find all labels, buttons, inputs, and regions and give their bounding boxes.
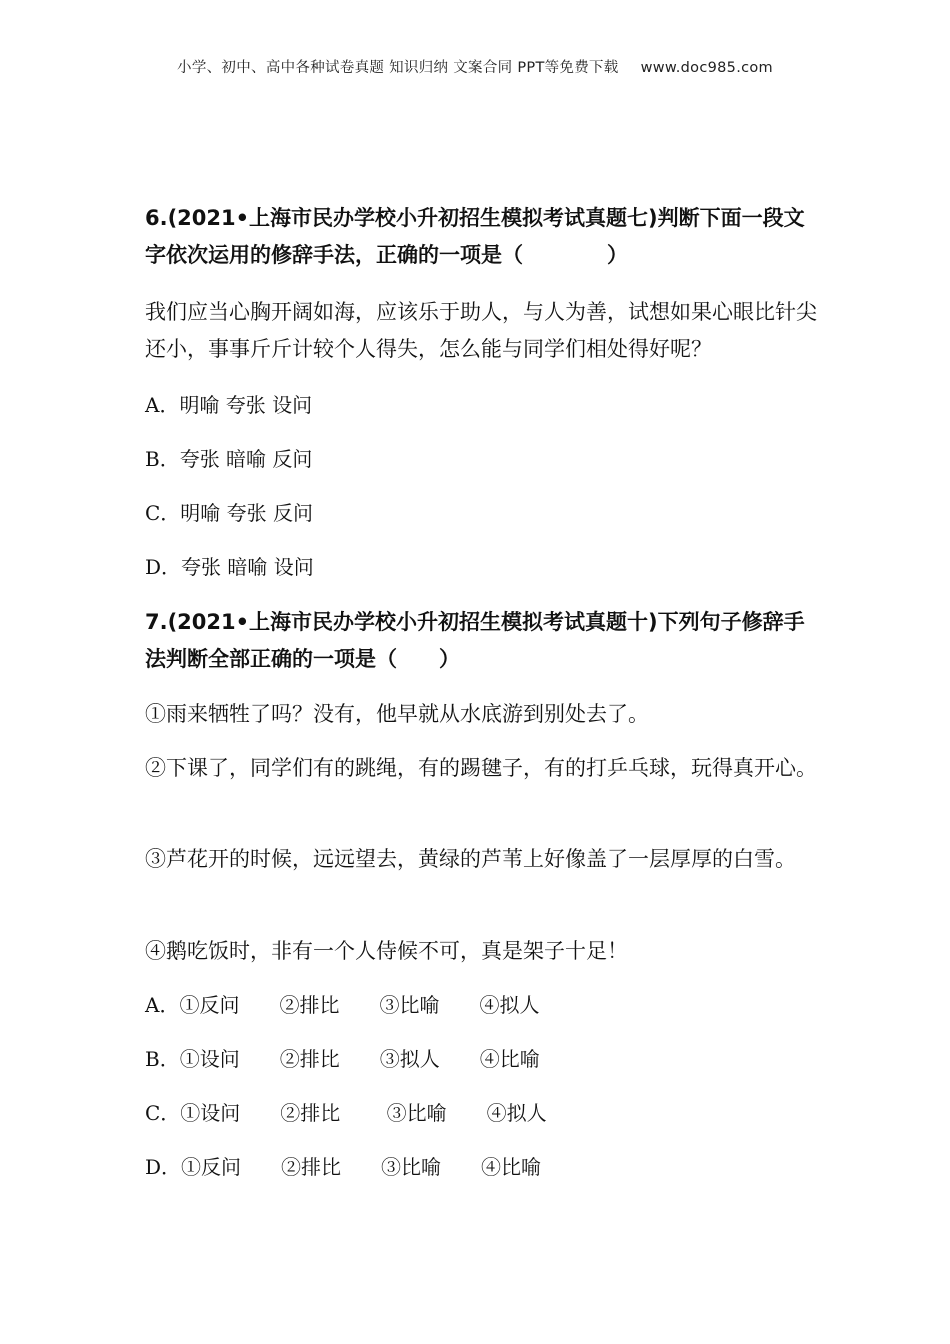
q6-title: 6.(2021•上海市民办学校小升初招生模拟考试真题七)判断下面一段文字依次运用的修辞手法，正确的一项是（ ） xyxy=(145,206,805,267)
q7-sentence-2: ②下课了，同学们有的跳绳，有的踢毽子，有的打乒乓球，玩得真开心。 xyxy=(145,756,817,780)
q6-option-a: A．明喻 夸张 设问 xyxy=(145,393,313,417)
q6-passage: 我们应当心胸开阔如海，应该乐于助人，与人为善，试想如果心眼比针尖还小，事事斤斤计较个人得失，怎么能与同学们相处得好呢？ xyxy=(145,300,817,361)
header-site: www.doc985.com xyxy=(640,60,773,76)
q7-option-d: D．①反问 ②排比 ③比喻 ④比喻 xyxy=(145,1155,542,1179)
q7-option-b: B．①设问 ②排比 ③拟人 ④比喻 xyxy=(145,1047,540,1071)
page-header xyxy=(0,56,950,77)
q7-sentence-1: ①雨来牺牲了吗？没有，他早就从水底游到别处去了。 xyxy=(145,702,649,726)
q7-option-a: A．①反问 ②排比 ③比喻 ④拟人 xyxy=(145,993,540,1017)
q6-option-b: B．夸张 暗喻 反问 xyxy=(145,447,313,471)
q6-option-d: D．夸张 暗喻 设问 xyxy=(145,555,314,579)
q7-title: 7.(2021•上海市民办学校小升初招生模拟考试真题十)下列句子修辞手法判断全部正确的一项是（ ） xyxy=(145,610,805,671)
q7-option-c: C．①设问 ②排比 ③比喻 ④拟人 xyxy=(145,1101,547,1125)
q7-sentence-3: ③芦花开的时候，远远望去，黄绿的芦苇上好像盖了一层厚厚的白雪。 xyxy=(145,847,796,871)
q7-sentence-4: ④鹅吃饭时，非有一个人侍候不可，真是架子十足！ xyxy=(145,939,628,963)
q6-option-c: C．明喻 夸张 反问 xyxy=(145,501,314,525)
header-text: 小学、初中、高中各种试卷真题 知识归纳 文案合同 PPT等免费下载 xyxy=(177,60,619,76)
